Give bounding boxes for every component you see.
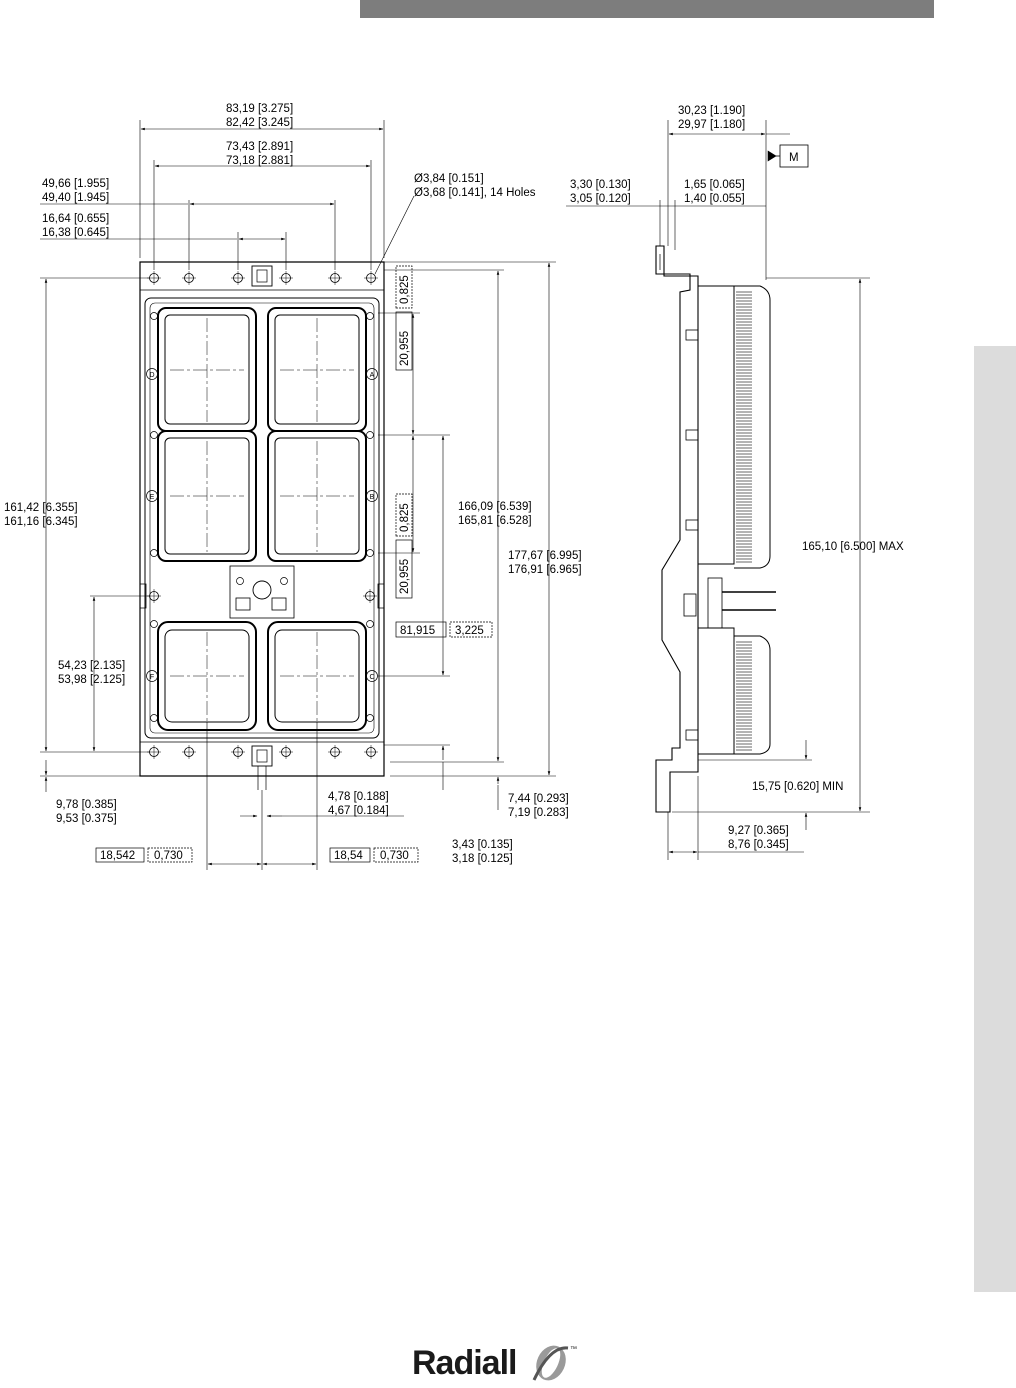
side-dimension-lines [566,120,870,860]
dim-pitch-b: 20,955 [399,558,411,594]
front-view [140,262,384,790]
cavity-group [158,308,366,730]
dim-hole-dia-min: Ø3,68 [0.141], 14 Holes [414,187,536,199]
dim-inner-width-min: 73,18 [2.881] [226,155,294,167]
basic-dimension-boxes [96,266,492,862]
dim-bottom-right-max: 7,44 [0.293] [508,793,569,805]
brand-swoosh-icon [530,1340,572,1386]
dim-depth-min: 29,97 [1.180] [678,119,746,131]
dim-overall-height: 165,10 [6.500] MAX [802,541,904,553]
dim-flange-b-max: 1,65 [0.065] [684,179,745,191]
front-dimension-texts [4,103,582,865]
brand-tm: ™ [570,1346,577,1353]
dim-bottom-right-min: 7,19 [0.283] [508,807,569,819]
inner-frame [145,298,379,738]
dim-min-height: 15,75 [0.620] MIN [752,781,844,793]
side-bracket [656,246,698,812]
dim-lower-height-min: 53,98 [2.125] [58,674,126,686]
cavity-label: B [369,494,375,501]
dim-hole-span-max: 49,66 [1.955] [42,178,110,190]
dim-bottom-left-min: 9,53 [0.375] [56,813,117,825]
dim-bottom-left-max: 9,78 [0.385] [56,799,117,811]
dim-height3-min: 176,91 [6.965] [508,564,582,576]
dim-slot-min: 4,67 [0.184] [328,805,389,817]
dim-overall-width-max: 83,19 [3.275] [226,103,294,115]
dim-pitch-a-in: 0,825 [399,275,411,304]
cavity-label: A [369,372,375,379]
dim-flange-a-min: 3,05 [0.120] [570,193,631,205]
cavity-label: D [149,372,155,379]
brand-name: Radiall [412,1344,517,1382]
cavity-label: F [149,674,155,681]
datum-m-label: M [789,152,799,164]
dim-flange-a-max: 3,30 [0.130] [570,179,631,191]
cavity-letters [149,372,374,681]
cavity-label: E [149,494,155,501]
dim-center-span-max: 16,64 [0.655] [42,213,110,225]
dim-center-span-min: 16,38 [0.645] [42,227,110,239]
dim-left-height-max: 161,42 [6.355] [4,502,78,514]
dim-bottom-3-min: 3,18 [0.125] [452,853,513,865]
dim-basic-81: 81,915 [400,625,436,637]
dim-bottom-min: 8,76 [0.345] [728,839,789,851]
dim-depth-max: 30,23 [1.190] [678,105,746,117]
dim-overall-width-min: 82,42 [3.245] [226,117,294,129]
dim-bottom-3-max: 3,43 [0.135] [452,839,513,851]
dim-basic-18-left-in: 0,730 [154,850,183,862]
dim-slot-max: 4,78 [0.188] [328,791,389,803]
dim-basic-18-right: 18,54 [334,850,363,862]
dim-inner-width-max: 73,43 [2.891] [226,141,294,153]
dim-hole-span-min: 49,40 [1.945] [42,192,110,204]
dim-left-height-min: 161,16 [6.345] [4,516,78,528]
dim-basic-18-right-in: 0,730 [380,850,409,862]
front-plate-outline [140,262,384,776]
dim-height2-min: 165,81 [6.528] [458,515,532,527]
dim-basic-18-left: 18,542 [100,850,136,862]
dim-lower-height-max: 54,23 [2.135] [58,660,126,672]
radiall-logo [412,1340,602,1388]
side-contact-teeth [736,292,752,750]
cavity-label: C [369,674,375,681]
dim-height2-max: 166,09 [6.539] [458,501,532,513]
dim-bottom-max: 9,27 [0.365] [728,825,789,837]
dim-pitch-b-in: 0,825 [399,503,411,532]
dim-hole-dia-max: Ø3,84 [0.151] [414,173,484,185]
dim-pitch-a: 20,955 [399,330,411,366]
dim-basic-81-in: 3,225 [455,625,484,637]
side-view [656,246,776,812]
dim-height3-max: 177,67 [6.995] [508,550,582,562]
front-dimension-lines [40,120,556,870]
dim-flange-b-min: 1,40 [0.055] [684,193,745,205]
